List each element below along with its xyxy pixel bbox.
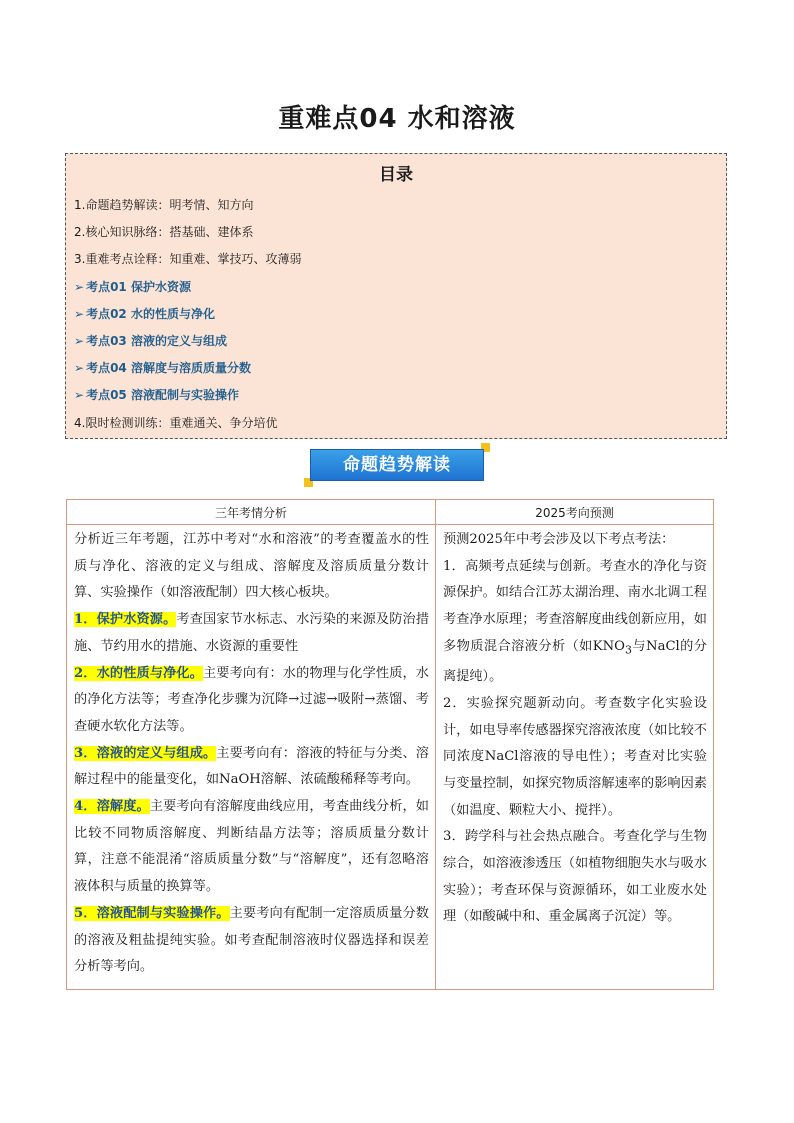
toc-subitem-02[interactable] [74,301,301,328]
banner-label: 命题趋势解读 [310,449,484,481]
prediction-cell [436,525,714,990]
header-prediction: 2025考向预测 [436,500,714,525]
toc-subitem-05[interactable] [74,382,301,409]
prediction-point-2: 2．实验探究题新动向。考查数字化实验设计，如电导率传感器探究溶液浓度（如比较不同浓度NaCl溶液的导电性）；考查对比实验与变量控制，如探究物质溶解速率的影响因素（如温度、颗粒大小、搅拌）。 [443,695,707,818]
table-row [67,525,714,990]
toc-item-label: 考点02 水的性质与净化 [86,306,215,321]
toc-item-label: 1.命题趋势解读：明考情、知方向 [74,198,254,212]
analysis-point-5 [74,901,429,981]
table-header-row [67,500,714,525]
prediction-point-3: 3．跨学科与社会热点融合。考查化学与生物综合，如溶液渗透压（如植物细胞失水与吸水实验）；考查环保与资源循环，如工业废水处理（如酸碱中和、重金属离子沉淀）等。 [443,829,707,925]
arrow-icon: ➢ [74,333,85,348]
toc-item-label: 考点04 溶解度与溶质质量分数 [86,361,251,376]
analysis-point-3 [74,741,429,794]
analysis-intro: 分析近三年考题，江苏中考对“水和溶液”的考查覆盖水的性质与净化、溶液的定义与组成、溶解度及溶质质量分数计算、实验操作（如溶液配制）四大核心板块。 [74,532,429,601]
toc-item-label: 3.重难考点诠释：知重难、掌技巧、攻薄弱 [74,252,302,267]
analysis-table [66,499,714,990]
toc-item-label: 考点05 溶液配制与实验操作 [86,388,239,403]
point-text: 主要考向有：溶液的特征与分类、溶解过程中的能量变化，如NaOH溶解、浓硫酸稀释等考向。 [74,745,429,788]
toc-item-label: 考点01 保护水资源 [86,279,191,294]
toc-item-label: 4.限时检测训练：重难通关、争分培优 [74,415,278,430]
point-text: 与NaCl的分离提纯）。 [443,638,707,685]
point-text: 考查国家节水标志、水污染的来源及防治措施、节约用水的措施、水资源的重要性 [74,612,430,654]
analysis-point-4 [74,794,429,901]
arrow-icon: ➢ [74,388,85,403]
toc-item-label: 2.核心知识脉络：搭基础、建体系 [74,225,254,240]
subscript: 3 [625,643,632,657]
arrow-icon: ➢ [74,361,85,376]
prediction-point-1 [443,554,707,691]
prediction-intro: 预测2025年中考会涉及以下考点考法： [443,532,675,547]
point-text: 主要考向有溶解度曲线应用，考查曲线分析，如比较不同物质溶解度、判断结晶方法等；溶质质量分数计算，注意不能混淆“溶质质量分数”与“溶解度”，还有忽略溶液体积与质量的换算等。 [74,799,429,895]
point-text: 主要考向有：水的物理与化学性质，水的净化方法等；考查净化步骤为沉降→过滤→吸附→蒸馏、考查硬水软化方法等。 [74,665,429,734]
toc-item-3[interactable] [74,246,301,273]
toc-item-4[interactable] [74,410,301,437]
arrow-icon: ➢ [74,306,85,321]
toc-subitem-01[interactable] [74,274,301,301]
highlight-label: 4．溶解度。 [74,799,150,815]
toc-list [74,192,301,437]
point-text: 主要考向有配制一定溶质质量分数的溶液及粗盐提纯实验。如考查配制溶液时仪器选择和误差分析等考向。 [74,905,429,975]
analysis-point-2 [74,661,429,741]
page-title: 重难点04 水和溶液 [278,104,516,134]
highlight-label: 1．保护水资源。 [74,612,177,628]
toc-subitem-04[interactable] [74,355,301,382]
table-of-contents [65,153,727,439]
toc-item-1[interactable] [74,192,301,219]
header-analysis: 三年考情分析 [67,500,436,525]
section-banner [304,443,490,487]
highlight-label: 5．溶液配制与实验操作。 [74,905,230,921]
point-text: 1．高频考点延续与创新。考查水的净化与资源保护。如结合江苏太湖治理、南水北调工程考查净水原理；考查溶解度曲线创新应用，如多物质混合溶液分析（如KNO [443,558,707,654]
toc-subitem-03[interactable] [74,328,301,355]
highlight-label: 2．水的性质与净化。 [74,665,203,681]
toc-item-label: 考点03 溶液的定义与组成 [86,333,227,348]
analysis-cell [67,525,436,990]
highlight-label: 3．溶液的定义与组成。 [74,745,217,761]
arrow-icon: ➢ [74,279,85,294]
toc-item-2[interactable] [74,219,301,246]
analysis-point-1 [74,607,429,660]
toc-heading: 目录 [379,165,413,185]
